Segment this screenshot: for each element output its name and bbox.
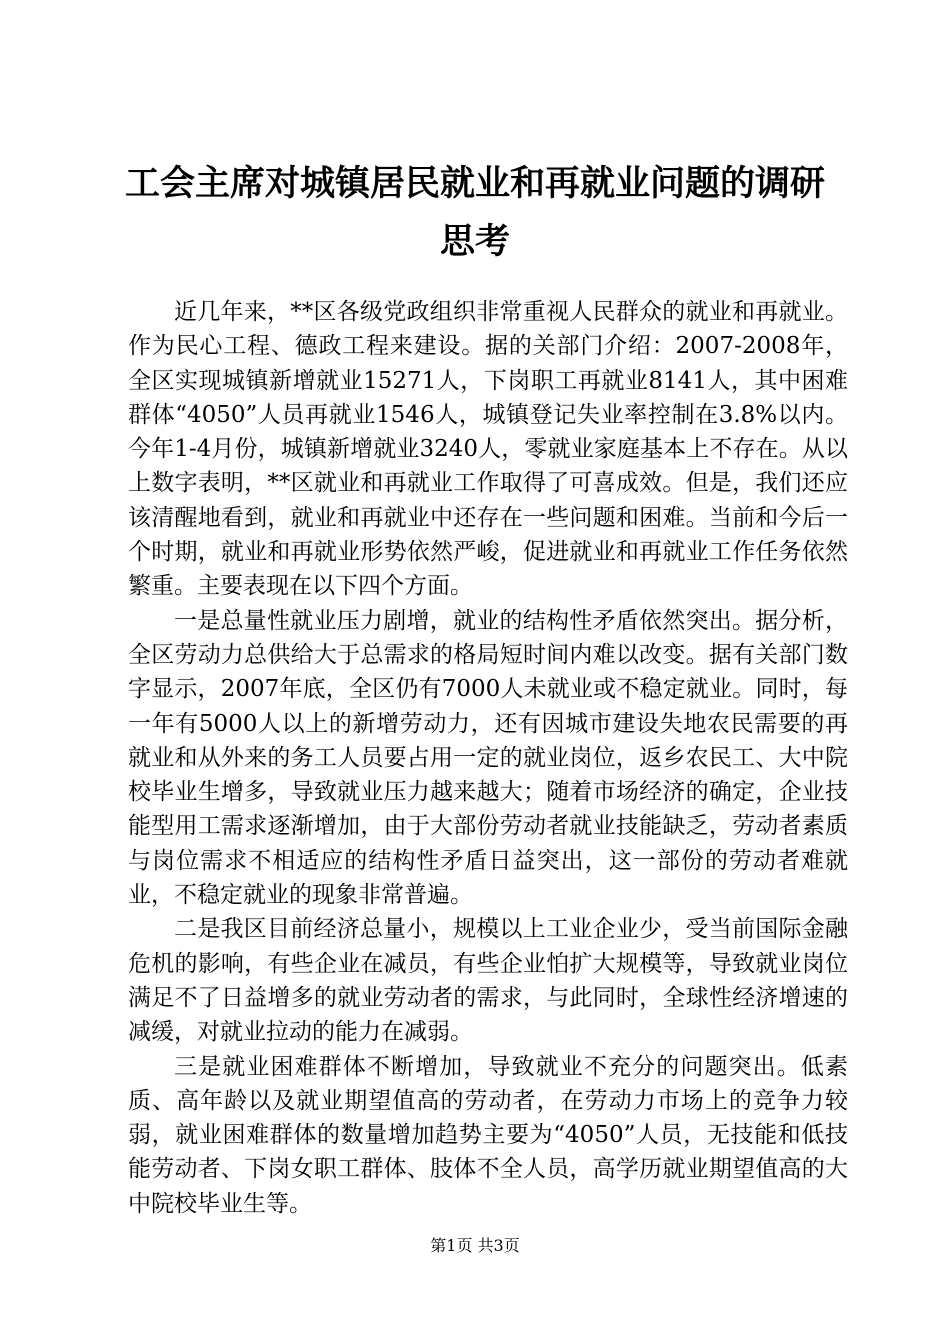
document-title-line2: 思考	[439, 221, 510, 262]
paragraph-intro: 近几年来，**区各级党政组织非常重视人民群众的就业和再就业。作为民心工程、德政工程来建设。据的关部门介绍：2007-2008年，全区实现城镇新增就业15271人，下岗职工再就业8141人，其中困难群体“4050”人员再就业1546人，城镇登记失业率控制在3.8%以内。今年1-4月份，城镇新增就业3240人，零就业家庭基本上不存在。从以上数字表明，**区就业和再就业工作取得了可喜成效。但是，我们还应该清醒地看到，就业和再就业中还存在一些问题和困难。当前和今后一个时期，就业和再就业形势依然严峻，促进就业和再就业工作任务依然繁重。主要表现在以下四个方面。	[128, 299, 848, 600]
paragraph-point-three: 三是就业困难群体不断增加，导致就业不充分的问题突出。低素质、高年龄以及就业期望值高的劳动者，在劳动力市场上的竞争力较弱，就业困难群体的数量增加趋势主要为“4050”人员，无技能和低技能劳动者、下岗女职工群体、肢体不全人员，高学历就业期望值高的大中院校毕业生等。	[128, 1053, 848, 1217]
document-title-line1: 工会主席对城镇居民就业和再就业问题的调研	[124, 163, 825, 204]
page-number-footer: 第1页 共3页	[430, 1236, 520, 1255]
paragraph-point-two: 二是我区目前经济总量小，规模以上工业企业少，受当前国际金融危机的影响，有些企业在减员，有些企业怕扩大规模等，导致就业岗位满足不了日益增多的就业劳动者的需求，与此同时，全球性经济增速的减缓，对就业拉动的能力在减弱。	[128, 916, 848, 1046]
document-body	[128, 295, 848, 1221]
paragraph-point-one: 一是总量性就业压力剧增，就业的结构性矛盾依然突出。据分析，全区劳动力总供给大于总需求的格局短时间内难以改变。据有关部门数字显示，2007年底，全区仍有7000人未就业或不稳定就业。同时，每一年有5000人以上的新增劳动力，还有因城市建设失地农民需要的再就业和从外来的务工人员要占用一定的就业岗位，返乡农民工、大中院校毕业生增多，导致就业压力越来越大；随着市场经济的确定，企业技能型用工需求逐渐增加，由于大部份劳动者就业技能缺乏，劳动者素质与岗位需求不相适应的结构性矛盾日益突出，这一部份的劳动者难就业，不稳定就业的现象非常普遍。	[128, 607, 848, 909]
